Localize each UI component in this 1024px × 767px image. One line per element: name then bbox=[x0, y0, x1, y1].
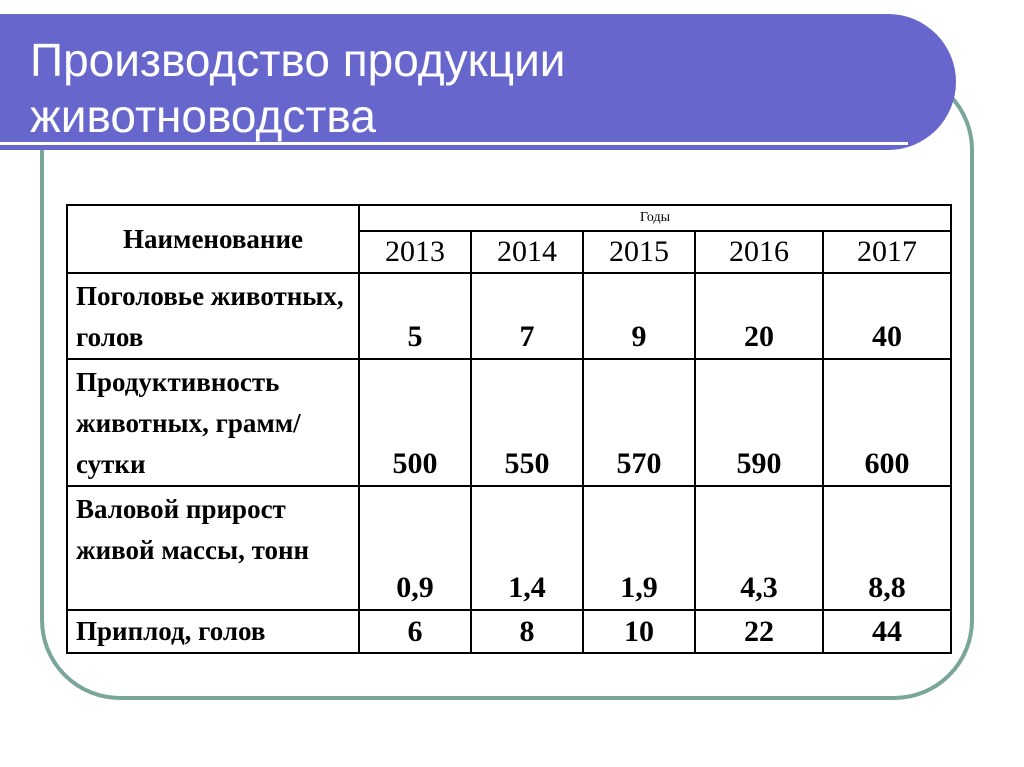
slide-title bbox=[30, 32, 565, 144]
table-cell: 5 bbox=[359, 273, 471, 359]
table-cell: 1,9 bbox=[583, 486, 695, 610]
table-cell: 570 bbox=[583, 359, 695, 486]
table-cell: 40 bbox=[823, 273, 951, 359]
table-row bbox=[67, 273, 951, 359]
slide-title-line-2: животноводства bbox=[30, 90, 376, 142]
year-header-2017: 2017 bbox=[823, 231, 951, 273]
year-header-2014: 2014 bbox=[471, 231, 583, 273]
table-cell: 6 bbox=[359, 610, 471, 653]
row-label-offspring: Приплод, голов bbox=[67, 610, 359, 653]
table-row bbox=[67, 610, 951, 653]
row-label-weight-gain: Валовой прирост живой массы, тонн bbox=[67, 486, 359, 610]
table-cell: 550 bbox=[471, 359, 583, 486]
row-label-livestock-count: Поголовье животных, голов bbox=[67, 273, 359, 359]
table-cell: 8 bbox=[471, 610, 583, 653]
table-cell: 590 bbox=[695, 359, 823, 486]
year-header-2016: 2016 bbox=[695, 231, 823, 273]
table-header-row bbox=[67, 205, 951, 231]
table-cell: 44 bbox=[823, 610, 951, 653]
years-group-header: Годы bbox=[359, 205, 951, 231]
table-cell: 1,4 bbox=[471, 486, 583, 610]
table-cell: 7 bbox=[471, 273, 583, 359]
table-cell: 22 bbox=[695, 610, 823, 653]
row-label-productivity: Продуктивность животных, грамм/сутки bbox=[67, 359, 359, 486]
table-row bbox=[67, 359, 951, 486]
slide-title-line-1: Производство продукции bbox=[30, 34, 566, 86]
table-cell: 9 bbox=[583, 273, 695, 359]
table-cell: 10 bbox=[583, 610, 695, 653]
name-column-header: Наименование bbox=[67, 205, 359, 273]
table-cell: 8,8 bbox=[823, 486, 951, 610]
table-cell: 600 bbox=[823, 359, 951, 486]
livestock-production-table bbox=[66, 204, 952, 654]
table-cell: 4,3 bbox=[695, 486, 823, 610]
title-underline bbox=[0, 142, 908, 145]
table-cell: 0,9 bbox=[359, 486, 471, 610]
table-cell: 500 bbox=[359, 359, 471, 486]
table-row bbox=[67, 486, 951, 610]
title-banner bbox=[0, 14, 956, 150]
year-header-2015: 2015 bbox=[583, 231, 695, 273]
year-header-2013: 2013 bbox=[359, 231, 471, 273]
table-cell: 20 bbox=[695, 273, 823, 359]
